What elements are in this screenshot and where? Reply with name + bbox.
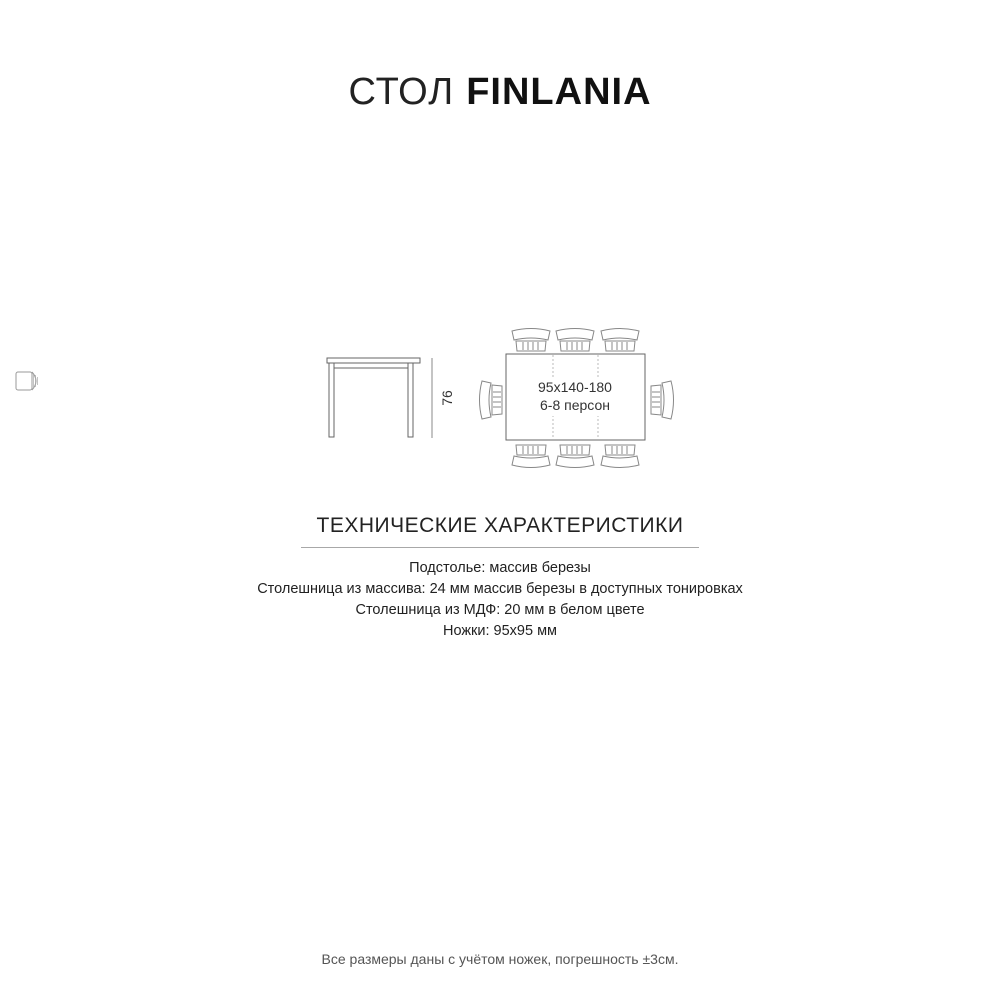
table-drawing [320, 322, 680, 472]
spec-item-mdf-top: Столешница из МДФ: 20 мм в белом цвете [355, 602, 645, 618]
chair-top-2 [556, 329, 594, 352]
spec-item-base: Подстолье: массив березы [409, 560, 591, 576]
chair-left-end [480, 381, 503, 419]
table-capacity-label: 6-8 персон [540, 397, 610, 413]
table-side-view [327, 358, 420, 437]
chair-icon [14, 368, 42, 396]
chairs-bottom-row [512, 445, 639, 468]
specs-divider [301, 547, 699, 548]
chair-bottom-2 [556, 445, 594, 468]
title-product-name: FINLANIA [466, 71, 652, 113]
specs-list [0, 558, 1000, 642]
specs-heading: ТЕХНИЧЕСКИЕ ХАРАКТЕРИСТИКИ [316, 514, 684, 537]
height-label: 76 [439, 390, 455, 406]
spec-item-legs: Ножки: 95x95 мм [442, 623, 558, 639]
chair-bottom-1 [512, 445, 550, 468]
chair-bottom-3 [601, 445, 639, 468]
table-size-label: 95x140-180 [538, 379, 612, 395]
chair-top-3 [601, 329, 639, 352]
chair-right-end [651, 381, 674, 419]
spec-item-solid-top: Столешница из массива: 24 мм массив березы в доступных тонировках [257, 581, 743, 597]
title-prefix: СТОЛ [348, 71, 455, 113]
chairs-top-row [512, 329, 639, 352]
chair-top-1 [512, 329, 550, 352]
footnote: Все размеры даны с учётом ножек, погрешность ±3см. [321, 951, 679, 967]
page-title [0, 66, 1000, 118]
